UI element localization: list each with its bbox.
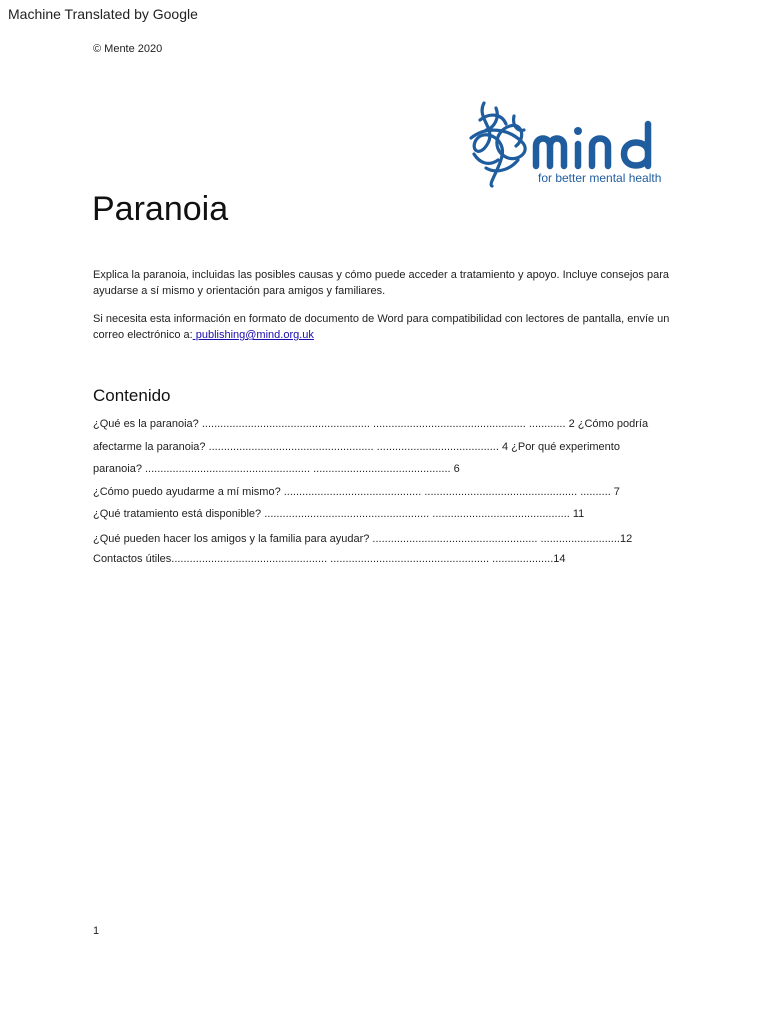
logo-tagline: for better mental health	[538, 171, 662, 185]
page-number: 1	[93, 925, 100, 937]
toc-line[interactable]: ¿Cómo puedo ayudarme a mí mismo? ............................................. .................................................. .......... 7	[93, 486, 620, 498]
page-title: Paranoia	[92, 190, 229, 228]
mind-logo-graphic	[466, 98, 678, 190]
toc-line[interactable]: afectarme la paranoia? ...................................................... ........................................ 4 ¿Por qué experimento	[93, 441, 620, 453]
toc-line[interactable]: Contactos útiles................................................... .................................................... ....................14	[93, 553, 566, 565]
machine-translation-banner: Machine Translated by Google	[8, 6, 198, 22]
toc-line[interactable]: ¿Qué tratamiento está disponible? ...................................................... ............................................. 11	[93, 508, 585, 520]
email-link[interactable]: publishing@mind.org.uk	[192, 329, 314, 341]
toc-line[interactable]: ¿Qué pueden hacer los amigos y la familia para ayudar? ...................................................... ..........................12	[93, 533, 633, 545]
contents-heading: Contenido	[93, 386, 171, 405]
toc-line[interactable]: paranoia? ...................................................... ............................................. 6	[93, 463, 460, 475]
mind-logo	[466, 98, 678, 190]
intro-paragraph: Explica la paranoia, incluidas las posibles causas y cómo puede acceder a tratamiento y apoyo. Incluye consejos para ayudarse a sí mismo y orientación para amigos y familiares.	[93, 269, 669, 297]
word-format-note	[93, 311, 693, 343]
toc-line[interactable]: ¿Qué es la paranoia? ....................................................... .................................................. ............ 2 ¿Cómo podría	[93, 418, 649, 430]
copyright-notice: © Mente 2020	[93, 43, 163, 55]
word-format-note-text: Si necesita esta información en formato de documento de Word para compatibilidad con lectores de pantalla, envíe un correo electrónico a:	[93, 313, 670, 341]
